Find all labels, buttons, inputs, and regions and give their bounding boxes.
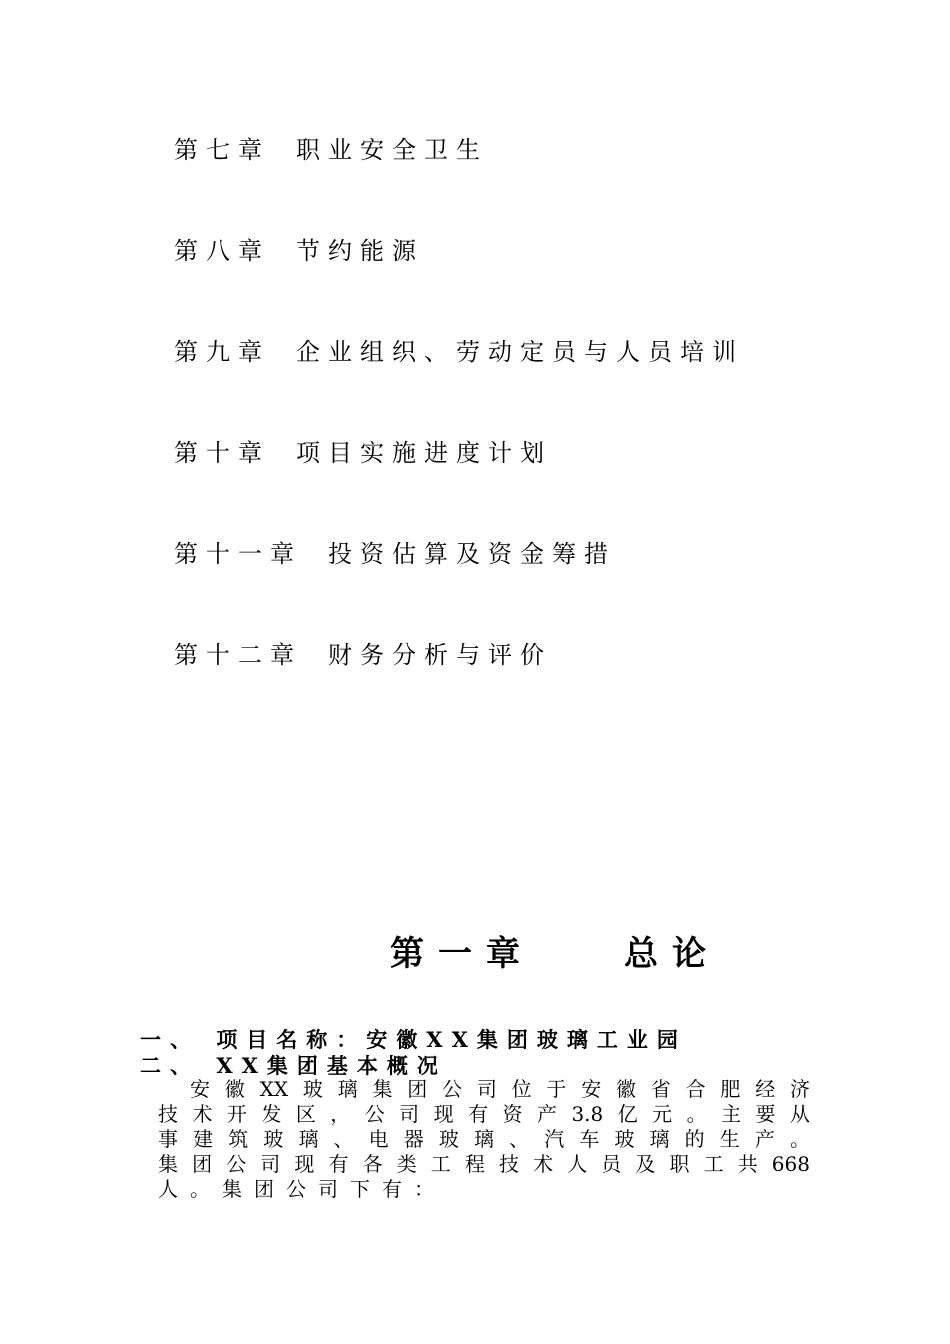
toc-chapter-number: 第十一章	[174, 540, 302, 568]
toc-chapter-title: 职业安全卫生	[296, 136, 488, 164]
toc-chapter-title: 项目实施进度计划	[296, 439, 552, 467]
section-text: XX集团基本概况	[216, 1053, 447, 1078]
toc-chapter-title: 企业组织、劳动定员与人员培训	[296, 338, 744, 366]
body-line: 人。集团公司下有：	[158, 1177, 446, 1201]
toc-chapter-number: 第八章	[174, 237, 270, 265]
toc-item-chapter-10	[174, 438, 552, 468]
section-text: 项目名称：安徽XX集团玻璃工业园	[216, 1027, 687, 1052]
toc-item-chapter-12	[174, 640, 552, 670]
toc-item-chapter-9	[174, 337, 744, 367]
toc-item-chapter-7	[174, 135, 488, 165]
body-line: 技术开发区，公司现有资产3.8亿元。主要从	[158, 1102, 810, 1126]
body-line: 安徽XX玻璃集团公司位于安徽省合肥经济	[190, 1077, 810, 1101]
body-line: 集团公司现有各类工程技术人员及职工共668	[158, 1152, 810, 1176]
toc-chapter-number: 第七章	[174, 136, 270, 164]
toc-item-chapter-11	[174, 539, 616, 569]
chapter-name: 总论	[624, 934, 720, 974]
section-label: 一、	[140, 1027, 200, 1052]
body-line: 事建筑玻璃、电器玻璃、汽车玻璃的生产。	[158, 1127, 810, 1151]
section-heading-project-name	[140, 1027, 687, 1053]
toc-chapter-title: 财务分析与评价	[328, 641, 552, 669]
toc-chapter-number: 第十章	[174, 439, 270, 467]
toc-chapter-number: 第九章	[174, 338, 270, 366]
section-label: 二、	[140, 1053, 200, 1078]
toc-chapter-title: 投资估算及资金筹措	[328, 540, 616, 568]
section-heading-group-overview	[140, 1053, 447, 1079]
toc-item-chapter-8	[174, 236, 424, 266]
chapter-number: 第一章	[390, 934, 534, 974]
toc-chapter-title: 节约能源	[296, 237, 424, 265]
toc-chapter-number: 第十二章	[174, 641, 302, 669]
chapter-title	[390, 930, 720, 978]
